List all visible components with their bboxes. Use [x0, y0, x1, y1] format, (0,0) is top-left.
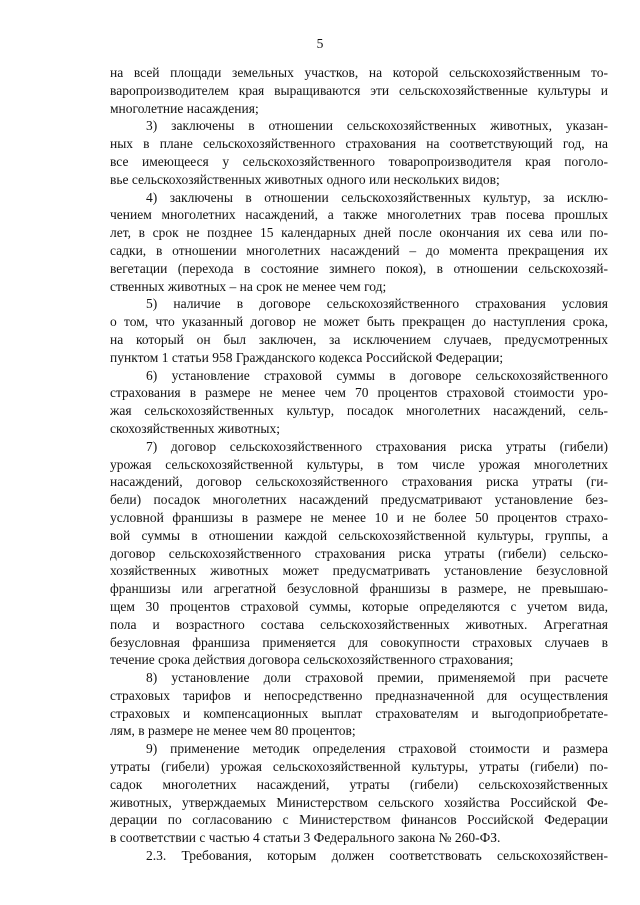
- text-line: вье сельскохозяйственных животных одного или нескольких видов;: [110, 171, 500, 187]
- text-line: варопроизводителем края выращиваются эти сельскохозяйственные культуры и: [110, 82, 608, 98]
- text-line: договор сельскохозяйственного страхования риска утраты (гибели) сельско-: [110, 545, 608, 561]
- paragraph: [110, 367, 608, 438]
- text-line: урожая сельскохозяйственной культуры, в том числе урожая многолетних: [110, 456, 608, 472]
- text-line: садок многолетних насаждений, утраты (гибели) сельскохозяйственных: [110, 776, 608, 792]
- paragraph: [110, 438, 608, 669]
- text-line: пунктом 1 статьи 958 Гражданского кодекса Российской Федерации;: [110, 349, 504, 365]
- text-line: на всей площади земельных участков, на которой сельскохозяйственным то-: [110, 65, 608, 80]
- text-line: страховых и компенсационных выплат страхователям и выгодоприобретате-: [110, 705, 608, 721]
- text-line: многолетние насаждения;: [110, 100, 259, 116]
- paragraph: [110, 117, 608, 188]
- text-line: франшизы или агрегатной безусловной франшизы в размере, не превышаю-: [110, 581, 608, 597]
- paragraph: [110, 189, 608, 296]
- text-line: условной франшизы в размере не менее 10 и не более 50 процентов страхо-: [110, 509, 608, 525]
- text-line: вой суммы в отношении каждой сельскохозяйственной культуры, группы, а: [110, 527, 608, 543]
- text-line: 4) заключены в отношении сельскохозяйственных культур, за исклю-: [146, 189, 608, 205]
- text-line: хозяйственных животных может предусматривать установление безусловной: [110, 563, 608, 579]
- text-line: насаждений, договор сельскохозяйственного страхования риска утраты (ги-: [110, 474, 608, 490]
- text-line: о том, что указанный договор не может быть прекращен до наступления срока,: [110, 314, 608, 330]
- text-line: в соответствии с частью 4 статьи 3 Федерального закона № 260-ФЗ.: [110, 830, 501, 846]
- paragraph: [110, 669, 608, 740]
- text-line: животных, утверждаемых Министерством сельского хозяйства Российской Фе-: [110, 794, 608, 810]
- text-line: утраты (гибели) урожая сельскохозяйственной культуры, утраты (гибели) по-: [110, 759, 608, 775]
- text-line: щем 30 процентов страховой суммы, которые определяются с учетом вида,: [110, 598, 608, 614]
- text-line: дерации по согласованию с Министерством финансов Российской Федерации: [110, 812, 608, 828]
- paragraph: [110, 295, 608, 366]
- page-number: 5: [316, 36, 324, 51]
- text-line: ственных животных – на срок не менее чем год;: [110, 278, 387, 294]
- text-line: скохозяйственных животных;: [110, 420, 280, 436]
- text-line: ных в плане сельскохозяйственного страхования на соответствующий год, на: [110, 136, 608, 152]
- paragraph: [110, 64, 608, 117]
- text-line: все имеющееся у сельскохозяйственного товаропроизводителя края поголо-: [110, 153, 608, 169]
- text-line: садки, в отношении многолетних насаждений – до момента прекращения их: [110, 242, 608, 258]
- text-line: жая сельскохозяйственных культур, посадок многолетних насаждений, сель-: [110, 403, 608, 419]
- text-line: страховых тарифов и непосредственно предназначенной для осуществления: [110, 687, 608, 703]
- paragraph: [110, 847, 608, 865]
- text-line: 9) применение методик определения страховой стоимости и размера: [146, 741, 608, 757]
- text-line: на который он был заключен, за исключением случаев, предусмотренных: [110, 331, 608, 347]
- text-line: 3) заключены в отношении сельскохозяйственных животных, указан-: [146, 118, 608, 134]
- text-line: чением многолетних насаждений, а также многолетних трав посева прошлых: [110, 207, 608, 223]
- text-line: 6) установление страховой суммы в договоре сельскохозяйственного: [146, 367, 608, 383]
- text-line: лет, в срок не позднее 15 календарных дней после окончания их сева или по-: [110, 225, 608, 241]
- text-line: вегетации (перехода в состояние зимнего покоя), в отношении сельскохозяй-: [110, 260, 608, 276]
- text-line: 5) наличие в договоре сельскохозяйственного страхования условия: [146, 296, 608, 312]
- text-line: 7) договор сельскохозяйственного страхования риска утраты (гибели): [146, 438, 608, 454]
- document-body: [110, 64, 608, 865]
- text-line: пола и возрастного состава сельскохозяйственных животных. Агрегатная: [110, 616, 608, 632]
- text-line: 2.3. Требования, которым должен соответствовать сельскохозяйствен-: [146, 848, 608, 864]
- text-line: течение срока действия договора сельскохозяйственного страхования;: [110, 652, 514, 668]
- text-line: безусловная франшиза применяется для совокупности страховых случаев в: [110, 634, 608, 650]
- paragraph: [110, 740, 608, 847]
- text-line: страхования в размере не менее чем 70 процентов страховой стоимости уро-: [110, 385, 608, 401]
- text-line: 8) установление доли страховой премии, применяемой при расчете: [146, 670, 608, 686]
- text-line: бели) посадок многолетних насаждений предусматривают установление без-: [110, 492, 608, 508]
- text-line: лям, в размере не менее чем 80 процентов;: [110, 723, 356, 739]
